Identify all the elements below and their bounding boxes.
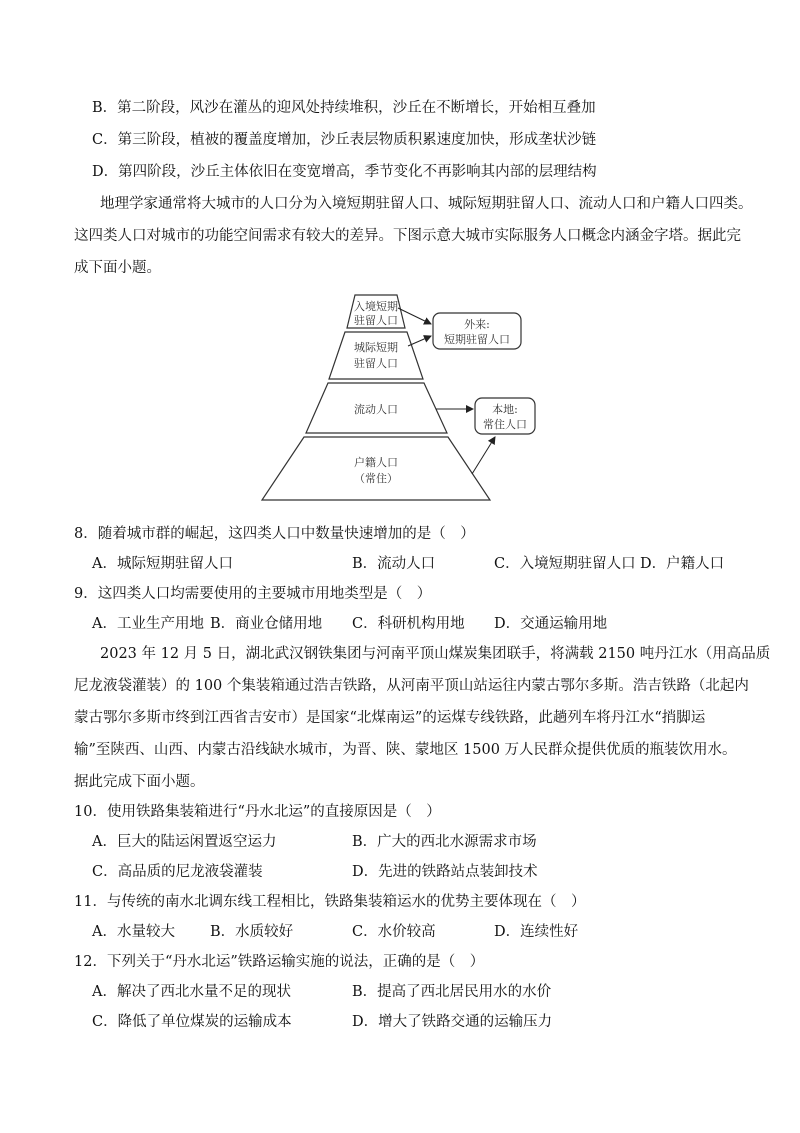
arrow-tier4-to-local: [472, 437, 495, 474]
q8-option-c: C．入境短期驻留人口: [494, 556, 636, 572]
q8-option-b: B．流动人口: [352, 556, 436, 572]
passage2-line-1: 2023 年 12 月 5 日，湖北武汉钢铁集团与河南平顶山煤炭集团联手，将满载 2150 吨丹江水（用高品质: [100, 646, 771, 662]
q9-option-b: B．商业仓储用地: [210, 616, 323, 632]
box-outside-line2: 短期驻留人口: [444, 333, 510, 346]
passage2-line-4: 输”至陕西、山西、内蒙古沿线缺水城市，为晋、陕、蒙地区 1500 万人民群众提供优质的瓶装饮用水。: [74, 742, 737, 758]
q12-option-c: C．降低了单位煤炭的运输成本: [92, 1014, 292, 1030]
q10-stem: 10．使用铁路集装箱进行“丹水北运”的直接原因是（ ）: [74, 804, 441, 820]
box-local-line2: 常住人口: [483, 418, 527, 431]
tier2-line2: 驻留人口: [354, 357, 398, 370]
passage1-line-2: 这四类人口对城市的功能空间需求有较大的差异。下图示意大城市实际服务人口概念内涵金字塔。据此完: [74, 228, 741, 244]
q9-option-a: A．工业生产用地: [92, 616, 204, 632]
q11-option-c: C．水价较高: [352, 924, 436, 940]
q12-stem: 12．下列关于“丹水北运”铁路运输实施的说法，正确的是（ ）: [74, 954, 485, 970]
passage1-line-3: 成下面小题。: [74, 260, 161, 276]
tier1-line2: 驻留人口: [354, 314, 398, 327]
tier4-line2: （常住）: [354, 472, 398, 485]
tier1-line1: 入境短期: [354, 300, 398, 313]
q11-option-b: B．水质较好: [210, 924, 294, 940]
tier3-line1: 流动人口: [354, 403, 398, 416]
q8-stem: 8．随着城市群的崛起，这四类人口中数量快速增加的是（ ）: [74, 526, 475, 542]
q9-option-c: C．科研机构用地: [352, 616, 465, 632]
q12-option-d: D．增大了铁路交通的运输压力: [352, 1014, 553, 1030]
passage2-line-5: 据此完成下面小题。: [74, 774, 205, 790]
arrow-tier2-to-outside: [408, 336, 431, 346]
q10-option-a: A．巨大的陆运闲置返空运力: [92, 834, 277, 850]
tier4-line1: 户籍人口: [354, 456, 398, 469]
q8-option-d: D．户籍人口: [640, 556, 725, 572]
tier2-line1: 城际短期: [354, 341, 398, 354]
q7-option-d: D．第四阶段，沙丘主体依旧在变宽增高，季节变化不再影响其内部的层理结构: [92, 164, 597, 180]
passage2-line-2: 尼龙液袋灌装）的 100 个集装箱通过浩吉铁路，从河南平顶山站运往内蒙古鄂尔多斯。浩吉铁路（北起内: [74, 678, 749, 694]
box-local-line1: 本地:: [492, 403, 518, 416]
q10-option-b: B．广大的西北水源需求市场: [352, 834, 537, 850]
q9-stem: 9．这四类人口均需要使用的主要城市用地类型是（ ）: [74, 586, 432, 602]
q11-option-d: D．连续性好: [494, 924, 579, 940]
box-outside-line1: 外来:: [464, 318, 490, 331]
q9-option-d: D．交通运输用地: [494, 616, 608, 632]
q11-option-a: A．水量较大: [92, 924, 175, 940]
q7-option-c: C．第三阶段，植被的覆盖度增加，沙丘表层物质积累速度加快，形成垄状沙链: [92, 132, 597, 148]
q10-option-d: D．先进的铁路站点装卸技术: [352, 864, 538, 880]
q7-option-b: B．第二阶段，风沙在灌丛的迎风处持续堆积，沙丘在不断增长，开始相互叠加: [92, 100, 596, 116]
q12-option-b: B．提高了西北居民用水的水价: [352, 984, 552, 1000]
population-pyramid-diagram: [0, 288, 800, 508]
passage1-line-1: 地理学家通常将大城市的人口分为入境短期驻留人口、城际短期驻留人口、流动人口和户籍人口四类。: [100, 196, 753, 212]
q12-option-a: A．解决了西北水量不足的现状: [92, 984, 291, 1000]
pyramid-tier-2: [329, 332, 423, 379]
q10-option-c: C．高品质的尼龙液袋灌装: [92, 864, 263, 880]
q11-stem: 11．与传统的南水北调东线工程相比，铁路集装箱运水的优势主要体现在（ ）: [74, 894, 586, 910]
q8-option-a: A．城际短期驻留人口: [92, 556, 233, 572]
passage2-line-3: 蒙古鄂尔多斯市终到江西省吉安市）是国家“北煤南运”的运煤专线铁路，此趟列车将丹江水“捎脚运: [74, 710, 706, 726]
